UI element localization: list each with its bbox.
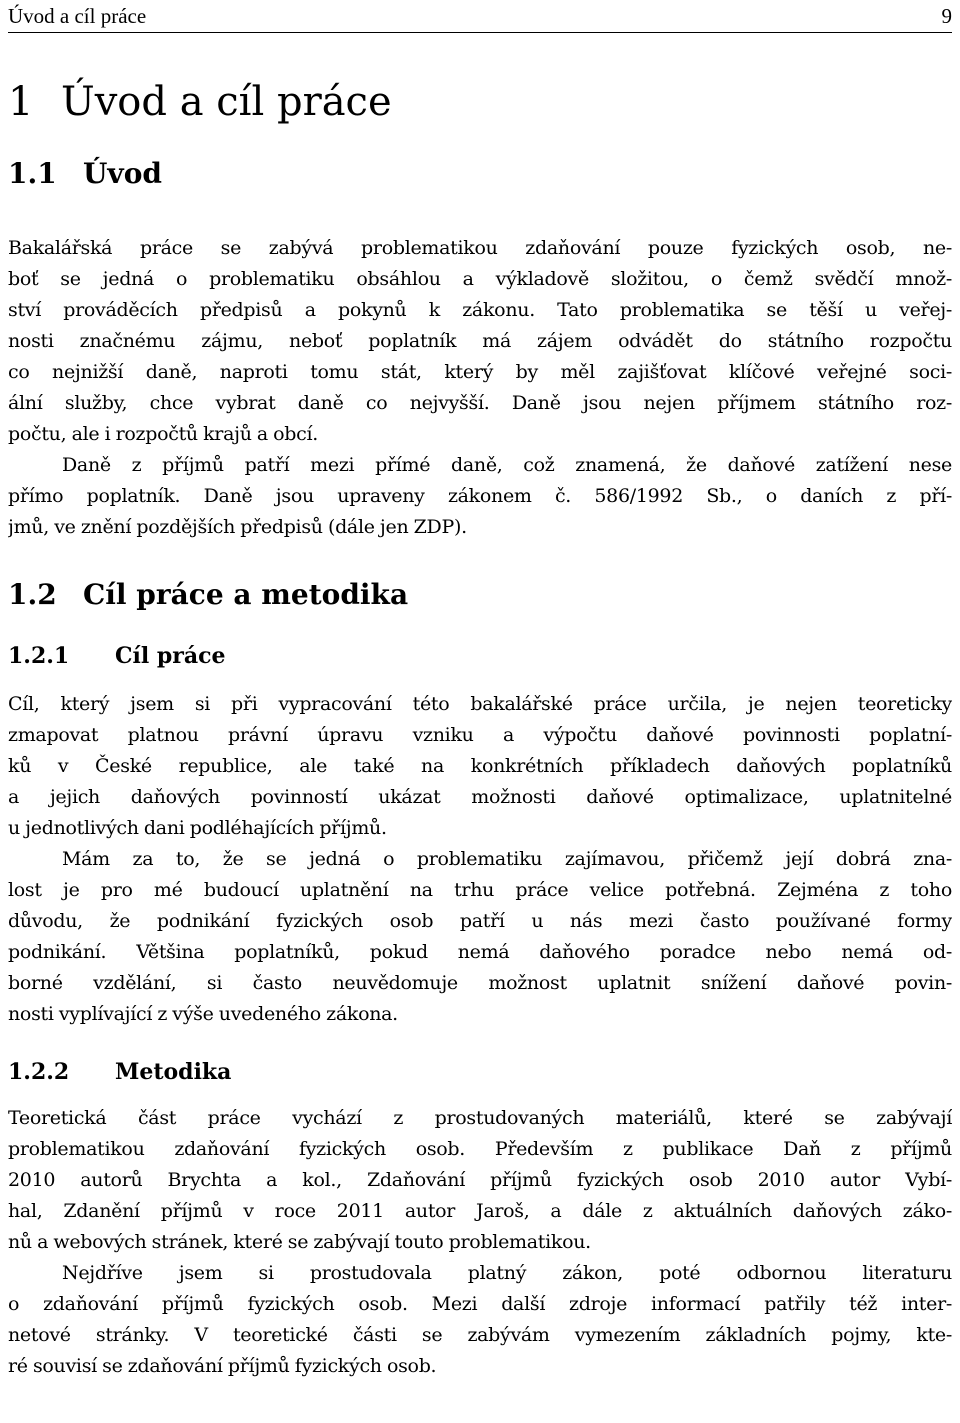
section-number: 1.2 <box>8 578 57 611</box>
text-line: podnikání. Většina poplatníků, pokud nemá daňového poradce nebo nemá od- <box>8 941 952 963</box>
subsection-title: Cíl práce <box>115 643 226 669</box>
text-line: 2010 autorů Brychta a kol., Zdaňování příjmů fyzických osob 2010 autor Vybí- <box>8 1169 952 1191</box>
text-line: ků v České republice, ale také na konkrétních příkladech daňových poplatníků <box>8 755 952 777</box>
text-line: nů a webových stránek, které se zabývají touto problematikou. <box>8 1231 591 1253</box>
paragraph-cil-1 <box>8 689 952 844</box>
subsection-heading-1-2-2 <box>8 1057 952 1087</box>
text-line: Nejdříve jsem si prostudovala platný zákon, poté odbornou literaturu <box>62 1262 952 1284</box>
section-heading-1-2 <box>8 577 952 613</box>
paragraph-metodika-2 <box>8 1258 952 1382</box>
section-heading-1-1 <box>8 156 952 192</box>
text-line: co nejnižší daně, naproti tomu stát, který by měl zajišťovat klíčové veřejné soci- <box>8 361 952 383</box>
section-title: Cíl práce a metodika <box>83 578 409 611</box>
paragraph-uvod-1 <box>8 233 952 450</box>
running-header-title: Úvod a cíl práce <box>8 4 147 28</box>
text-line: borné vzdělání, si často neuvědomuje možnost uplatnit snížení daňové povin- <box>8 972 952 994</box>
subsection-number: 1.2.2 <box>8 1059 70 1085</box>
text-line: lost je pro mé budoucí uplatnění na trhu práce velice potřebná. Zejména z toho <box>8 879 952 901</box>
subsection-number: 1.2.1 <box>8 643 70 669</box>
paragraph-cil-2 <box>8 844 952 1030</box>
paragraph-uvod-2 <box>8 450 952 543</box>
text-line: Mám za to, že se jedná o problematiku zajímavou, přičemž její dobrá zna- <box>62 848 952 870</box>
page-number: 9 <box>941 4 952 28</box>
text-line: ální služby, chce vybrat daně co nejvyšší. Daně jsou nejen příjmem státního roz- <box>8 392 952 414</box>
text-line: Bakalářská práce se zabývá problematikou zdaňování pouze fyzických osob, ne- <box>8 237 952 259</box>
text-line: ré souvisí se zdaňování příjmů fyzických osob. <box>8 1355 437 1377</box>
text-line: důvodu, že podnikání fyzických osob patří u nás mezi často používané formy <box>8 910 952 932</box>
text-line: nosti značnému zájmu, neboť poplatník má zájem odvádět do státního rozpočtu <box>8 330 952 352</box>
text-line: hal, Zdanění příjmů v roce 2011 autor Jaroš, a dále z aktuálních daňových záko- <box>8 1200 952 1222</box>
text-line: netové stránky. V teoretické části se zabývám vymezením základních pojmy, kte- <box>8 1324 952 1346</box>
text-line: u jednotlivých dani podléhajících příjmů. <box>8 817 387 839</box>
text-line: problematikou zdaňování fyzických osob. Především z publikace Daň z příjmů <box>8 1138 952 1160</box>
section-number: 1.1 <box>8 157 57 190</box>
subsection-title: Metodika <box>115 1059 232 1085</box>
text-line: a jejich daňových povinností ukázat možnosti daňové optimalizace, uplatnitelné <box>8 786 952 808</box>
chapter-number: 1 <box>8 79 34 125</box>
text-line: zmapovat platnou právní úpravu vzniku a výpočtu daňové povinnosti poplatní- <box>8 724 952 746</box>
text-line: přímo poplatník. Daně jsou upraveny zákonem č. 586/1992 Sb., o daních z pří- <box>8 485 952 507</box>
text-line: počtu, ale i rozpočtů krajů a obcí. <box>8 423 319 445</box>
text-line: Daně z příjmů patří mezi přímé daně, což znamená, že daňové zatížení nese <box>62 454 952 476</box>
text-line: boť se jedná o problematiku obsáhlou a výkladově složitou, o čemž svědčí množ- <box>8 268 952 290</box>
subsection-heading-1-2-1 <box>8 641 952 671</box>
text-line: jmů, ve znění pozdějších předpisů (dále jen ZDP). <box>8 516 467 538</box>
text-line: Cíl, který jsem si při vypracování této bakalářské práce určila, je nejen teoreticky <box>8 693 952 715</box>
chapter-title: Úvod a cíl práce <box>61 79 392 125</box>
running-header <box>8 0 952 33</box>
section-title: Úvod <box>83 157 162 190</box>
text-line: o zdaňování příjmů fyzických osob. Mezi další zdroje informací patřily též inter- <box>8 1293 952 1315</box>
text-line: nosti vyplívající z výše uvedeného zákona. <box>8 1003 398 1025</box>
paragraph-metodika-1 <box>8 1103 952 1258</box>
text-line: Teoretická část práce vychází z prostudovaných materiálů, které se zabývají <box>8 1107 952 1129</box>
chapter-heading <box>8 78 952 126</box>
text-line: ství prováděcích předpisů a pokynů k zákonu. Tato problematika se těší u veřej- <box>8 299 952 321</box>
